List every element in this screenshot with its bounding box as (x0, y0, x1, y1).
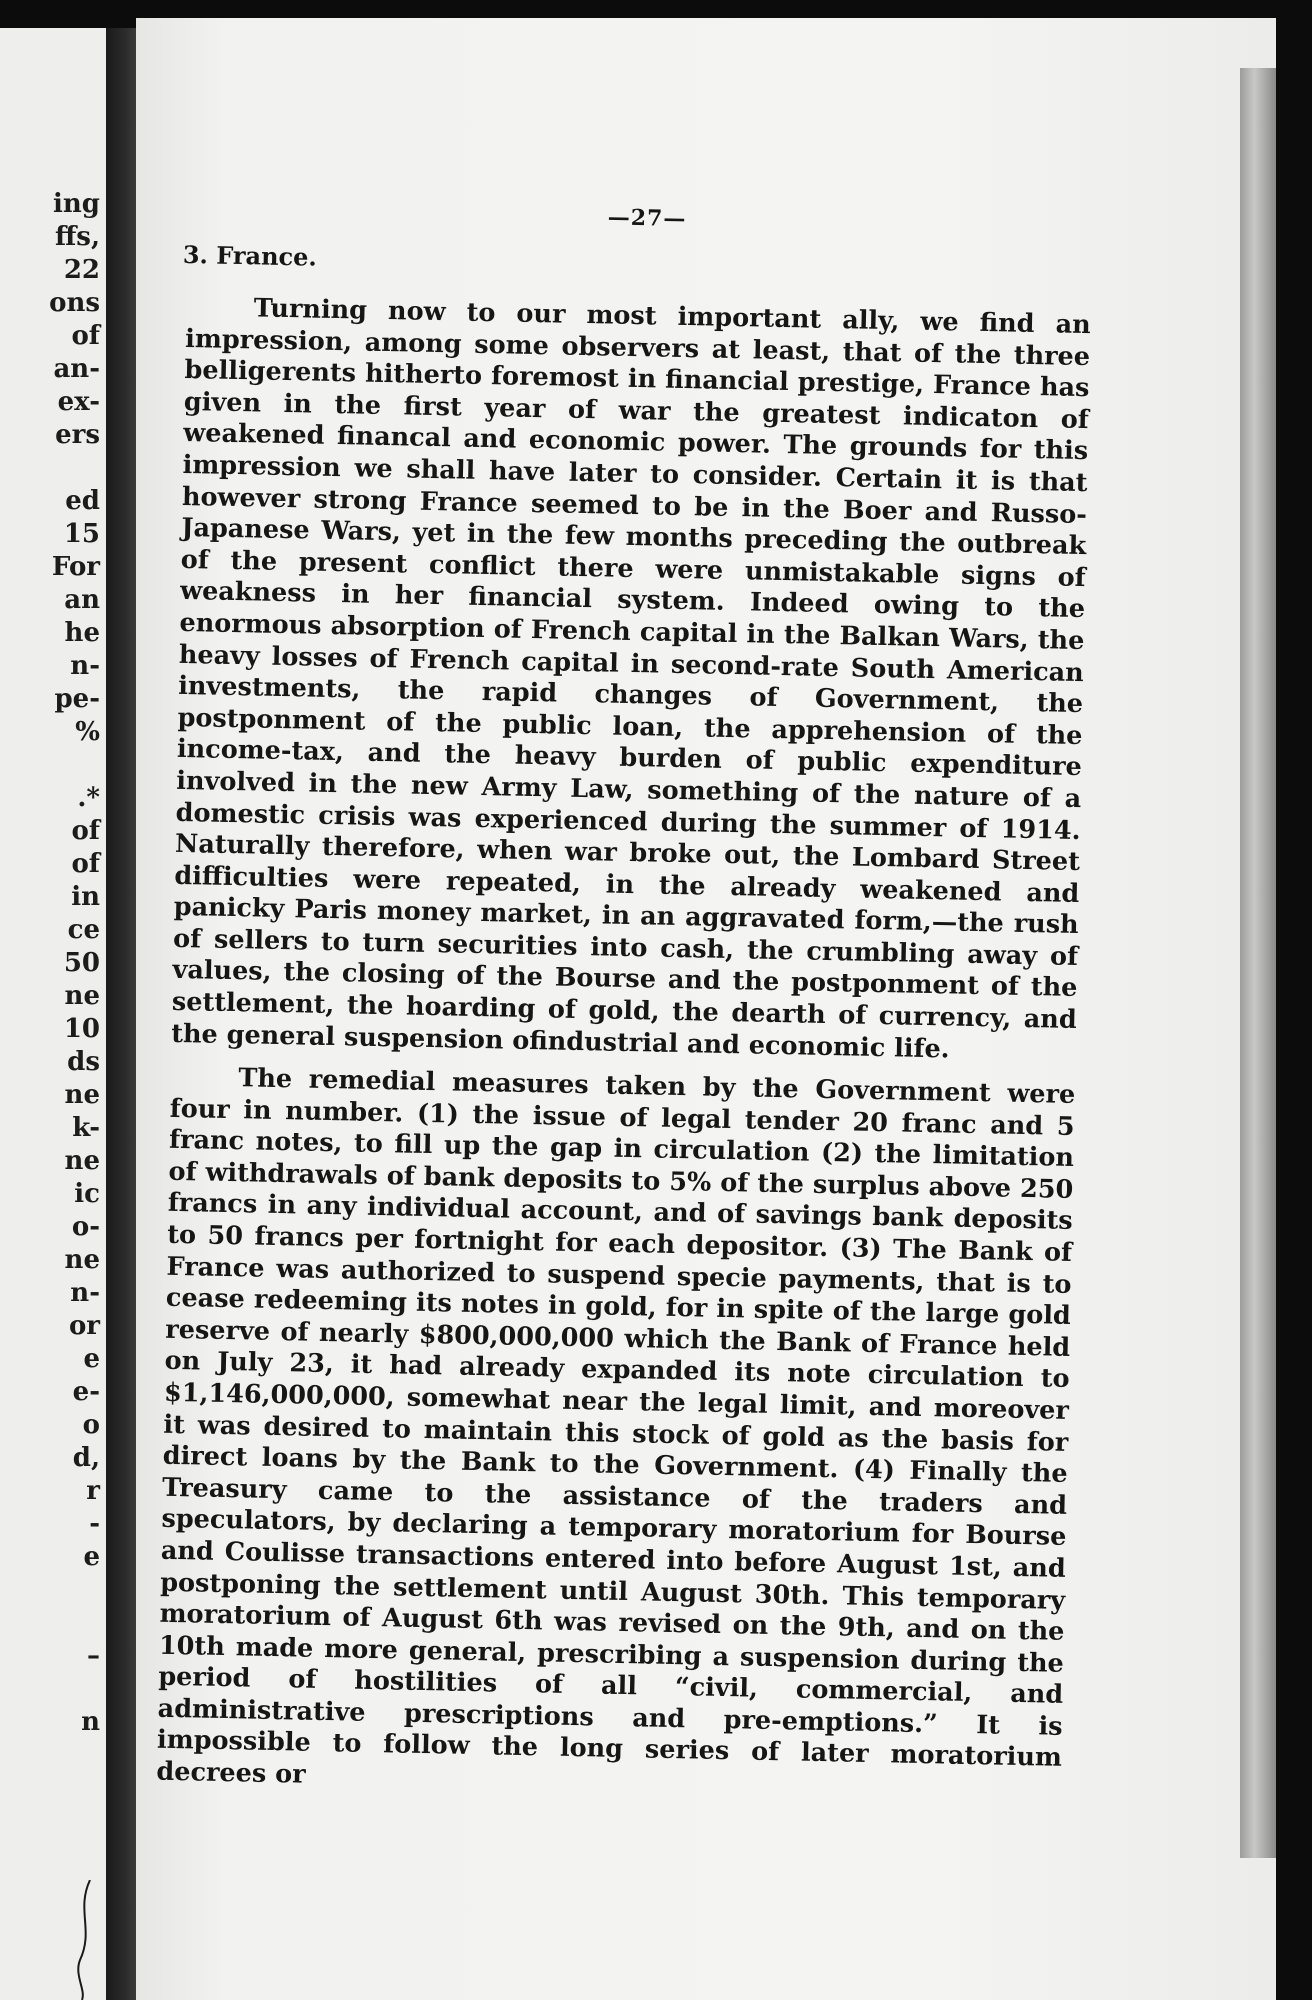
left-page-fragment: ing (53, 189, 100, 219)
left-page-fragment: ers (55, 420, 100, 450)
left-page-fragment: of (71, 321, 100, 351)
left-page-fragment (49, 1607, 100, 1640)
left-page-fragment: e- (72, 1377, 100, 1407)
left-page-fragment (49, 749, 100, 782)
left-page-fragment: n (81, 1707, 100, 1737)
left-page-fragment: r (86, 1476, 100, 1506)
left-page-fragment: ce (67, 915, 100, 945)
left-page-fragment: .* (77, 783, 100, 813)
left-page-fragment: k- (72, 1113, 100, 1143)
left-page-fragment: ffs, (54, 222, 100, 252)
left-page-fragment (49, 1673, 100, 1706)
left-page-fragment: ed (65, 486, 100, 516)
left-page-fragment: e (83, 1542, 100, 1572)
left-page-fragment: ne (64, 1146, 100, 1176)
left-page-fragment: 50 (63, 948, 100, 978)
paragraph-1: Turning now to our most important ally, we find an impression, among some observers at least, that of the three belligerents hitherto foremost in financial prestige, France has given in the first year of war the greatest indicaton of weakened financal and economic power. The grounds for this impression we shall have later to consider. Certain it is that however strong France seemed to be in the Boer and Russo-Japanese Wars, yet in the few months preceding the outbreak of the present conflict there were unmistakable signs of weakness in her financial system. Indeed owing to the enormous absorption of French capital in the Balkan Wars, the heavy losses of French capital in second-rate South American investments, the rapid changes of Government, the postponment of the public loan, the apprehension of the income-tax, and the heavy burden of public expenditure involved in the new Army Law, something of the nature of a domestic crisis was experienced during the summer of 1914. Naturally therefore, when war broke out, the Lombard Street difficulties were repeated, in the already weakened and panicky Paris money market, in an aggravated form,—the rush of sellers to turn securities into cash, the crumbling away of values, the closing of the Bourse and the postponment of the settlement, the hoarding of gold, the dearth of currency, and the general suspension ofindustrial and economic life. (170, 293, 1091, 1065)
left-page-fragment: - (89, 1509, 100, 1539)
left-page-fragment: ne (64, 1080, 100, 1110)
left-page-fragment: e (83, 1344, 100, 1374)
left-page-fragment: ic (74, 1179, 100, 1209)
left-page-fragment: of (71, 849, 100, 879)
paragraph-2: The remedial measures taken by the Government were four in number. (1) the issue of legal tender 20 franc and 5 franc notes, to fill up the gap in circulation (2) the limitation of withdrawals of bank deposits to 5% of the surplus above 250 francs in any individual account, and of savings bank deposits to 50 francs per fortnight for each depositor. (3) The Bank of France was authorized to suspend specie payments, that is to cease redeeming its notes in gold, for in spite of the large gold reserve of nearly $800,000,000 which the Bank of France held on July 23, it had already expanded its note circulation to $1,146,000,000, somewhat near the legal limit, and moreover it was desired to maintain this stock of gold as the basis for direct loans by the Bank to the Government. (4) Finally the Treasury came to the assistance of the traders and speculators, by declaring a temporary moratorium for Bourse and Coulisse transactions entered into before August 1st, and postponing the settlement until August 30th. This temporary moratorium of August 6th was revised on the 9th, and on the 10th made more general, prescribing a suspension during the period of hostilities of all “civil, commercial, and administrative prescriptions and pre-emptions.” It is impossible to follow the long series of later moratorium decrees or (156, 1063, 1076, 1790)
left-page-fragment: 15 (63, 519, 100, 549)
book-gutter (106, 28, 136, 2000)
left-page-fragment: in (71, 882, 100, 912)
left-page-fragment: or (68, 1311, 100, 1341)
left-page-fragment: ds (67, 1047, 100, 1077)
page-number: —27— (607, 204, 687, 233)
page-stack-edge (1240, 68, 1276, 1858)
left-page-fragment: ne (64, 981, 100, 1011)
section-heading: 3. France. (182, 239, 318, 272)
left-page-fragment (49, 1574, 100, 1607)
left-page-fragment: he (64, 618, 100, 648)
left-page-fragment: of (71, 816, 100, 846)
left-page-fragment: – (87, 1641, 100, 1671)
left-page-fragment: 22 (63, 255, 100, 285)
left-page-fragment: For (51, 552, 100, 582)
left-page-edge (0, 28, 106, 2000)
left-page-text-fragments (49, 188, 100, 1739)
left-page-fragment: 10 (63, 1014, 100, 1044)
left-page-fragment: d, (72, 1443, 100, 1473)
left-page-fragment (49, 452, 100, 485)
left-page-fragment: o- (71, 1212, 100, 1242)
left-page-fragment: an (64, 585, 100, 615)
left-page-fragment: ex- (57, 387, 100, 417)
left-page-fragment: ne (64, 1245, 100, 1275)
page-curl-mark (72, 1880, 102, 2000)
left-page-fragment: n- (70, 651, 100, 681)
left-page-fragment: n- (70, 1278, 100, 1308)
left-page-fragment: o (82, 1410, 100, 1440)
left-page-fragment: % (75, 717, 100, 747)
left-page-fragment: ре- (54, 684, 100, 714)
left-page-fragment: an- (53, 354, 100, 384)
left-page-fragment: ons (49, 288, 100, 318)
